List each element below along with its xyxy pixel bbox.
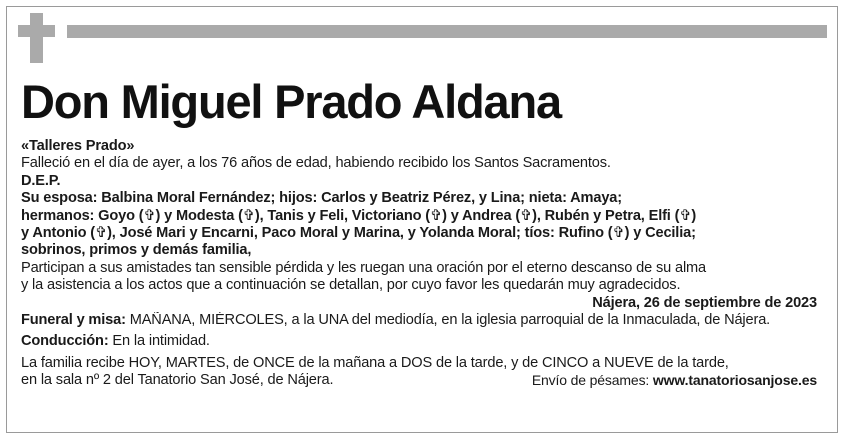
rip: D.E.P. (21, 172, 61, 189)
invitation-line: y la asistencia a los actos que a continuación se detallan, por cuyo favor les quedarán muy agradecidos. (21, 277, 681, 294)
footer-row (21, 372, 821, 389)
place-date: Nájera, 26 de septiembre de 2023 (592, 294, 817, 311)
funeral-info (21, 312, 821, 329)
deceased-name: Don Miguel Prado Aldana (21, 75, 561, 128)
visitation-line: en la sala nº 2 del Tanatorio San José, de Nájera. (21, 372, 334, 389)
visitation-line: La familia recibe HOY, MARTES, de ONCE de la mañana a DOS de la tarde, y de CINCO a NUEVE de la tarde, (21, 354, 729, 371)
conduction-label: Conducción: (21, 333, 109, 350)
family-line: Su esposa: Balbina Moral Fernández; hijos: Carlos y Beatriz Pérez, y Lina; nieta: Amaya; (21, 190, 622, 207)
conduction-text: En la intimidad. (108, 333, 210, 350)
conduction-info (21, 333, 821, 350)
nickname: «Talleres Prado» (21, 138, 135, 154)
cross-icon (18, 13, 62, 63)
invitation-block (21, 260, 821, 295)
family-block (21, 190, 821, 260)
family-line: y Antonio (✞), José Mari y Encarni, Paco Moral y Marina, y Yolanda Moral; tíos: Rufino (✞) y Cecilia; (21, 225, 696, 242)
obituary-body (21, 138, 821, 390)
funeral-label: Funeral y misa: (21, 312, 126, 329)
condolences (532, 372, 821, 389)
family-line: hermanos: Goyo (✞) y Modesta (✞), Tanis y Feli, Victoriano (✞) y Andrea (✞), Rubén y Petra, Elfi (✞) (21, 207, 697, 224)
header-rule (67, 25, 827, 38)
condolences-link[interactable]: www.tanatoriosanjose.es (652, 372, 817, 389)
funeral-text: MAÑANA, MIÉRCOLES, a la UNA del mediodía, en la iglesia parroquial de la Inmaculada, de Nájera. (125, 312, 771, 329)
family-line: sobrinos, primos y demás familia, (21, 242, 252, 259)
announcement: Falleció en el día de ayer, a los 76 años de edad, habiendo recibido los Santos Sacramentos. (21, 155, 611, 172)
condolences-label: Envío de pésames: (531, 372, 653, 389)
invitation-line: Participan a sus amistades tan sensible pérdida y les ruegan una oración por el eterno descanso de su alma (21, 259, 707, 276)
